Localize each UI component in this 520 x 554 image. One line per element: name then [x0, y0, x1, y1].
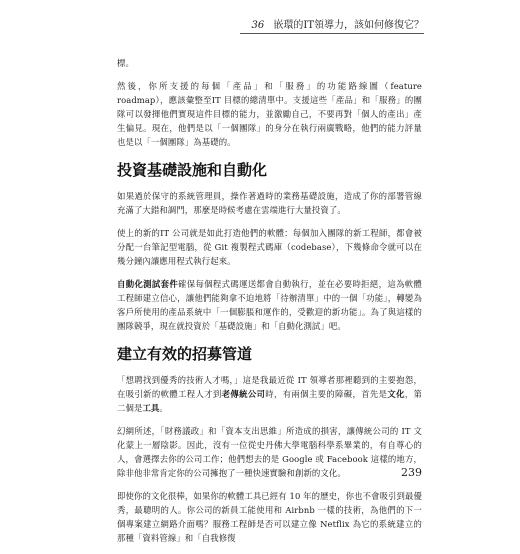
term-automated-tests: 自動化測試套件 — [117, 279, 179, 289]
text-span: 時，有兩個主要的障礙，首先是 — [265, 389, 388, 399]
text-span: ，第二個是 — [117, 389, 423, 413]
term-culture: 文化 — [387, 389, 405, 399]
paragraph-continuation: 標。 — [117, 58, 134, 68]
section-heading-recruiting: 建立有效的招募管道 — [117, 345, 253, 363]
paragraph-automation-text: 確保每個程式碼運送都會自動執行，並在必要時拒絕，這為軟體工程師建立信心，讓他們能夠拿不迫地將「待辦清單」中的一個「功能」，轉變為客戶所使用的產品系統中「一個膨脹和運作的，受歡迎的新功能」。為了與這樣的團隊競爭，現在就投資於「基礎設施」和「自動化測試」吧。 — [117, 279, 422, 331]
chapter-title: 嵌環的IT領導力，該如何修復它？ — [273, 20, 424, 31]
paragraph-culture: 幻網所述，「財務議政」和「資本支出思維」所造成的損害，讓傳統公司的 IT 文化蒙上一層陰影。因此，沒有一位從史丹佛大學電腦科學系畢業的，有自尊心的人，會選擇去你的公司工作；他們想去的是 Google 或 Facebook 這樣的地方，除非他非常肯定你的公司擁抱了一種快速實驗和創新的文化。 — [117, 426, 422, 478]
running-head — [251, 16, 424, 31]
text-span: 。 — [159, 403, 168, 413]
paragraph-new-engineers: 使上的新的IT 公司就是如此打造他們的軟體：每個加入團隊的新工程師，都會被分配一台筆記型電腦，從 Git 複製程式碼庫（codebase），下幾條命令就可以在幾分鐘內讓應用程式執行起來。 — [117, 228, 422, 266]
paragraph-roadmap: 然後，你所支援的每個「產品」和「服務」的功能路線圖（feature roadmap），應該彙整至IT 目標的總清單中。支援這些「產品」和「服務」的團隊可以發揮他們實現這件目標的能力，並激勵自己，不要再對「個人的產出」產生偏見。現在，他們是以「一個團隊」的身分在執行兩廣戰略，他們的能力評量也是以「一個團隊」為基礎的。 — [117, 81, 422, 147]
page-number: 239 — [401, 466, 422, 479]
paragraph-cloud: 如果過於保守的系統管理員，操作著過時的業務基礎設施，造成了你的部署管線充滿了大錯和調門，那麼是時候考慮在雲端進行大量投資了。 — [117, 191, 422, 215]
page-body — [117, 56, 422, 554]
section-heading-infrastructure: 投資基礎設施和自動化 — [117, 161, 268, 179]
paragraph-automation — [117, 277, 422, 333]
term-traditional-company: 老傳統公司 — [221, 389, 266, 399]
paragraph-tools: 即使你的文化很棒，如果你的軟體工具已經有 10 年的歷史，你也不會吸引到最優秀，最聰明的人。你公司的新員工能使用和 Airbnb 一樣的技術，為他們的下一個專案建立網路介面嗎？服務工程師是否可以建立像 Netflix 為它的系統建立的那種「資料管線」和「自我修復 — [117, 491, 422, 543]
paragraph-recruiting — [117, 373, 422, 415]
text-span: 「想聘找到優秀的技術人才嗎，」這是我最近從 IT 領導者那裡聽到的主要抱怨，在吸引新的軟體工程人才到 — [117, 375, 422, 399]
term-tools: 工具 — [142, 403, 160, 413]
chapter-number: 36 — [251, 20, 265, 31]
header-rule — [240, 33, 424, 34]
